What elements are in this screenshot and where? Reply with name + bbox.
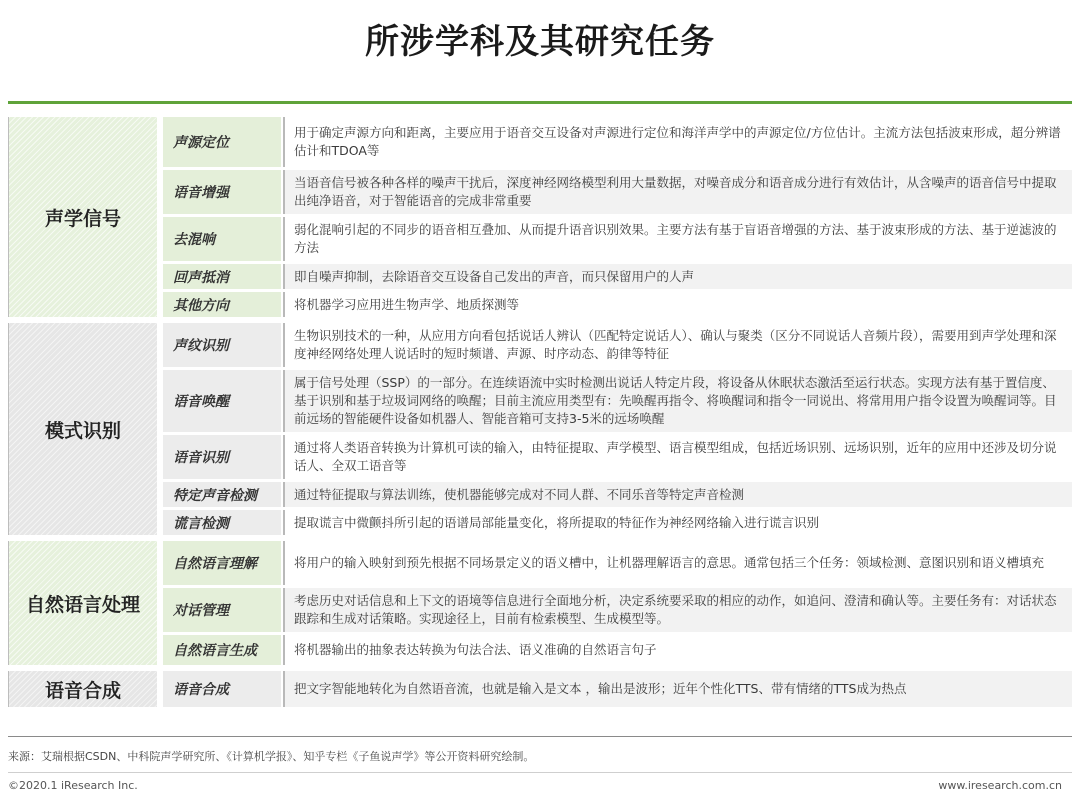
- row-description: 将用户的输入映射到预先根据不同场景定义的语义槽中，让机器理解语言的意思。通常包括三个任务：领域检测、意图识别和语义槽填充: [294, 555, 1045, 570]
- row-subject: 语音增强: [163, 170, 281, 214]
- row-subject: 谎言检测: [163, 510, 281, 535]
- row-description: 把文字智能地转化为自然语音流，也就是输入是文本 ，输出是波形；近年个性化TTS、带有情绪的TTS成为热点: [285, 671, 1072, 707]
- subject-table: [8, 117, 1072, 713]
- row-description: 即自噪声抑制，去除语音交互设备自己发出的声音，而只保留用户的人声: [285, 264, 1072, 289]
- table-row: [163, 482, 1072, 507]
- table-row: [163, 435, 1072, 479]
- group-label: 声学信号: [8, 117, 157, 317]
- row-subject: 回声抵消: [163, 264, 281, 289]
- table-row: [163, 635, 1072, 665]
- website-link[interactable]: www.iresearch.com.cn: [938, 779, 1062, 792]
- row-subject: 声纹识别: [163, 323, 281, 367]
- table-row: [163, 370, 1072, 432]
- group-rows: [163, 323, 1072, 535]
- copyright-text: ©2020.1 iResearch Inc.: [8, 779, 138, 792]
- group-rows: [163, 671, 1072, 707]
- group-label: 自然语言处理: [8, 541, 157, 665]
- row-description: 将机器学习应用进生物声学、地质探测等: [294, 296, 520, 312]
- row-description: 属于信号处理（SSP）的一部分。在连续语流中实时检测出说话人特定片段，将设备从休眠状态激活至运行状态。实现方法有基于置信度、基于识别和基于垃圾词网络的唤醒；目前主流应用类型有：先唤醒再指令、将唤醒词和指令一同说出、将常用用户指令设置为唤醒词等。目前远场的智能硬件设备如机器人、智能音箱可支持3-5米的远场唤醒: [285, 370, 1072, 432]
- table-row: [163, 170, 1072, 214]
- footer-divider: [8, 736, 1072, 737]
- row-subject: 特定声音检测: [163, 482, 281, 507]
- group-label: 模式识别: [8, 323, 157, 535]
- group-nlp: [8, 541, 1072, 665]
- row-subject: 对话管理: [163, 588, 281, 632]
- footer-divider-bottom: [8, 772, 1072, 773]
- table-row: [163, 217, 1072, 261]
- row-description: 通过特征提取与算法训练，使机器能够完成对不同人群、不同乐音等特定声音检测: [285, 482, 1072, 507]
- group-pattern-recognition: [8, 323, 1072, 535]
- row-subject: 去混响: [163, 217, 281, 261]
- table-row: [163, 117, 1072, 167]
- row-description: 当语音信号被各种各样的噪声干扰后，深度神经网络模型利用大量数据，对噪音成分和语音成分进行有效估计，从含噪声的语音信号中提取出纯净语音，对于智能语音的完成非常重要: [285, 170, 1072, 214]
- group-rows: [163, 117, 1072, 317]
- table-row: [163, 588, 1072, 632]
- row-subject: 声源定位: [163, 117, 281, 167]
- row-subject: 自然语言理解: [163, 541, 281, 585]
- row-description: 考虑历史对话信息和上下文的语境等信息进行全面地分析，决定系统要采取的相应的动作，如追问、澄清和确认等。主要任务有：对话状态跟踪和生成对话策略。实现途径上，目前有检索模型、生成模型等。: [285, 588, 1072, 632]
- table-row: [163, 323, 1072, 367]
- row-description: 生物识别技术的一种，从应用方向看包括说话人辨认（匹配特定说话人）、确认与聚类（区分不同说话人音频片段），需要用到声学处理和深度神经网络处理人说话时的短时频谱、声源、时序动态、韵律等特征: [294, 328, 1057, 361]
- row-subject: 语音识别: [163, 435, 281, 479]
- group-acoustic-signal: [8, 117, 1072, 317]
- group-label: 语音合成: [8, 671, 157, 707]
- table-row: [163, 541, 1072, 585]
- table-row: [163, 292, 1072, 317]
- source-note: 来源：艾瑞根据CSDN、中科院声学研究所、《计算机学报》、知乎专栏《子鱼说声学》等公开资料研究绘制。: [8, 750, 535, 763]
- row-description: 弱化混响引起的不同步的语音相互叠加、从而提升语音识别效果。主要方法有基于盲语音增强的方法、基于波束形成的方法、基于逆滤波的方法: [294, 222, 1057, 255]
- row-subject: 语音合成: [163, 671, 281, 707]
- row-subject: 其他方向: [163, 292, 281, 317]
- row-description: 将机器输出的抽象表达转换为句法合法、语义准确的自然语言句子: [294, 642, 657, 657]
- table-row: [163, 510, 1072, 535]
- page-title: 所涉学科及其研究任务: [365, 22, 715, 62]
- row-description: 通过将人类语音转换为计算机可读的输入，由特征提取、声学模型、语言模型组成，包括近场识别、远场识别，近年的应用中还涉及切分说话人、全双工语音等: [294, 440, 1057, 473]
- group-speech-synthesis: [8, 671, 1072, 707]
- table-row: [163, 264, 1072, 289]
- row-description: 用于确定声源方向和距离，主要应用于语音交互设备对声源进行定位和海洋声学中的声源定位/方位估计。主流方法包括波束形成，超分辨谱估计和TDOA等: [294, 125, 1061, 158]
- row-subject: 自然语言生成: [163, 635, 281, 665]
- row-subject: 语音唤醒: [163, 370, 281, 432]
- title-divider: [8, 101, 1072, 104]
- row-description: 提取谎言中微颤抖所引起的语谱局部能量变化，将所提取的特征作为神经网络输入进行谎言识别: [294, 514, 820, 530]
- table-row: [163, 671, 1072, 707]
- group-rows: [163, 541, 1072, 665]
